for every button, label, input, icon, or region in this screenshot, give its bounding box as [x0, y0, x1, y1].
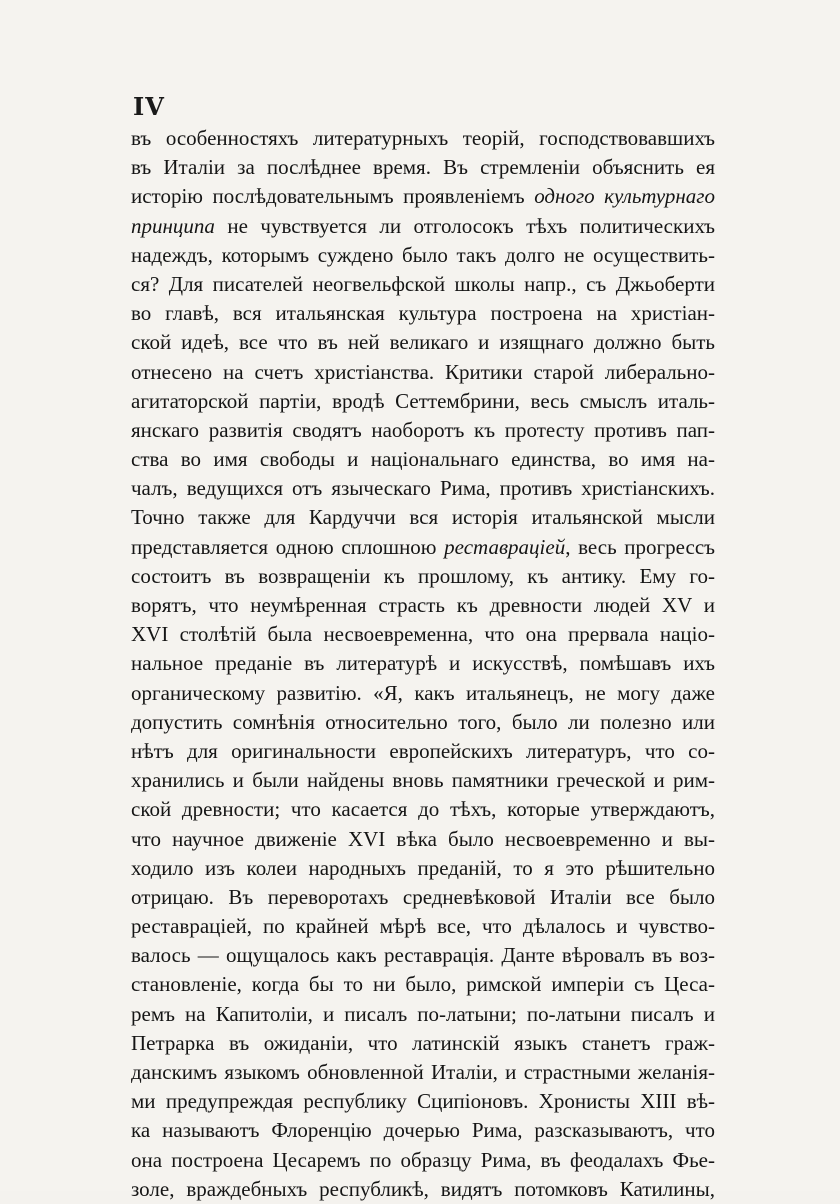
text-line-26: ходило изъ колеи народныхъ преданій, то я это рѣшительно	[131, 855, 715, 880]
text-line-13: чалъ, ведущихся отъ языческаго Рима, противъ христіанскихъ.	[131, 476, 715, 501]
text-line-14: Точно также для Кардуччи вся исторія итальянской мысли	[131, 505, 715, 530]
text-line-20: органическому развитію. «Я, какъ итальянецъ, не могу даже	[131, 680, 715, 705]
text-line-11: янскаго развитія сводятъ наоборотъ къ протесту противъ пап-	[131, 417, 715, 442]
text-line-31: ремъ на Капитоліи, и писалъ по-латыни; по-латыни писалъ и	[131, 1001, 715, 1026]
text-line-18: XVI столѣтій была несвоевременна, что она прервала націо-	[131, 622, 715, 647]
text-line-23: хранились и были найдены вновь памятники греческой и рим-	[131, 768, 715, 793]
text-line-3: исторію послѣдовательнымъ проявленіемъ одного культурнаго	[131, 184, 715, 209]
text-line-10: агитаторской партіи, вродѣ Сеттембрини, весь смыслъ италь-	[131, 388, 715, 413]
text-line-4: принципа не чувствуется ли отголосокъ тѣхъ политическихъ	[131, 213, 715, 238]
text-line-36: она построена Цесаремъ по образцу Рима, въ феодалахъ Фье-	[131, 1147, 715, 1172]
text-line-27: отрицаю. Въ переворотахъ средневѣковой Италіи все было	[131, 884, 715, 909]
text-line-21: допустить сомнѣнія относительно того, было ли полезно или	[131, 709, 715, 734]
text-line-7: во главѣ, вся итальянская культура построена на христіан-	[131, 301, 715, 326]
text-line-25: что научное движеніе XVI вѣка было несвоевременно и вы-	[131, 826, 715, 851]
text-line-33: данскимъ языкомъ обновленной Италіи, и страстными желанія-	[131, 1060, 715, 1084]
text-line-1: въ особенностяхъ литературныхъ теорій, господствовавшихъ	[131, 126, 715, 150]
text-line-24: ской древности; что касается до тѣхъ, которые утверждаютъ,	[131, 797, 715, 822]
body-text	[131, 124, 715, 1204]
text-line-8: ской идеѣ, все что въ ней великаго и изящнаго должно быть	[131, 330, 715, 355]
text-line-35: ка называютъ Флоренцію дочерью Рима, разсказываютъ, что	[131, 1118, 715, 1143]
text-line-5: надеждъ, которымъ суждено было такъ долго не осуществить-	[131, 242, 715, 267]
text-line-2: въ Италіи за послѣднее время. Въ стремленіи объяснить ея	[131, 155, 715, 180]
text-line-34: ми предупреждая республику Сципіоновъ. Хронисты XIII вѣ-	[131, 1089, 715, 1114]
text-line-37: золе, враждебныхъ республикѣ, видятъ потомковъ Катилины,	[131, 1176, 715, 1201]
text-line-6: ся? Для писателей неогвельфской школы напр., съ Джьоберти	[131, 271, 715, 296]
text-line-9: отнесено на счетъ христіанства. Критики старой либерально-	[131, 359, 715, 384]
page-number: IV	[133, 92, 165, 121]
text-line-15: представляется одною сплошною реставраціей, весь прогрессъ	[131, 534, 715, 559]
text-line-12: ства во имя свободы и національнаго единства, во имя на-	[131, 447, 715, 472]
text-line-17: ворятъ, что неумѣренная страсть къ древности людей XV и	[131, 593, 715, 617]
text-line-19: нальное преданіе въ литературѣ и искусствѣ, помѣшавъ ихъ	[131, 651, 715, 676]
text-line-28: реставраціей, по крайней мѣрѣ все, что дѣлалось и чувство-	[131, 914, 715, 939]
text-line-22: нѣтъ для оригинальности европейскихъ литературъ, что со-	[131, 738, 715, 763]
text-line-29: валось — ощущалось какъ реставрація. Данте вѣровалъ въ воз-	[131, 943, 715, 968]
text-line-32: Петрарка въ ожиданіи, что латинскій языкъ станетъ граж-	[131, 1030, 715, 1055]
text-line-16: состоитъ въ возвращеніи къ прошлому, къ антику. Ему го-	[131, 563, 715, 588]
text-line-30: становленіе, когда бы то ни было, римской имперіи съ Цеса-	[131, 972, 715, 997]
